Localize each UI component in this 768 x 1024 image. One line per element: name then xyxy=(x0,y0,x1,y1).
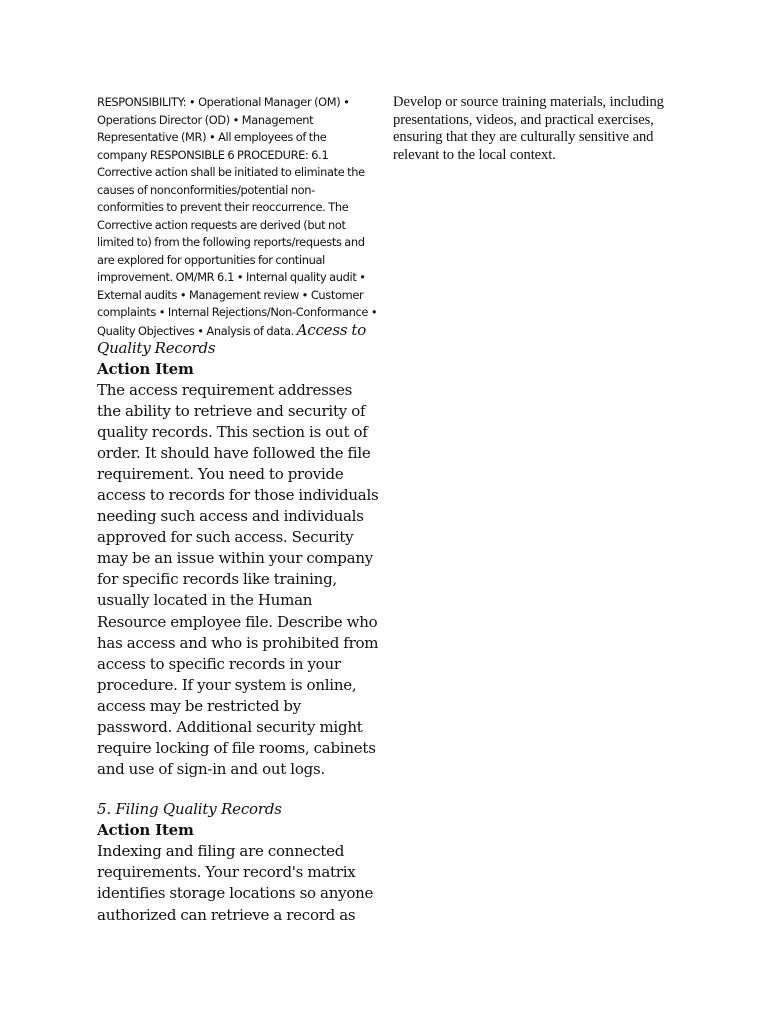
training-materials-paragraph: Develop or source training materials, including presentations, videos, and practical exercises, ensuring that they are culturally sensitive and relevant to the local context. xyxy=(393,94,664,164)
access-action-item-label: Action Item xyxy=(97,359,194,378)
right-column xyxy=(393,94,683,165)
access-records-heading: Access to Quality Records xyxy=(97,320,367,357)
left-column xyxy=(97,94,379,926)
responsibility-procedure-text: RESPONSIBILITY: • Operational Manager (OM) • Operations Director (OD) • Management Representative (MR) • All employees of the company RESPONSIBLE 6 PROCEDURE: 6.1 Corrective action shall be initiated to eliminate the causes of nonconformities/potential non-conformities to prevent their reoccurrence. The Corrective action requests are derived (but not limited to) from the following reports/requests and are explored for opportunities for continual improvement. OM/MR 6.1 • Internal quality audit • External audits • Management review • Customer complaints • Internal Rejections/Non-Conformance • Quality Objectives • Analysis of data. xyxy=(97,95,378,338)
filing-action-item-label: Action Item xyxy=(97,821,194,840)
responsibility-procedure-paragraph xyxy=(97,94,379,359)
access-requirement-paragraph: The access requirement addresses the ability to retrieve and security of quality records. This section is out of order. It should have followed the file requirement. You need to provide access to records for those individuals needing such access and individuals approved for such access. Security may be an issue within your company for specific records like training, usually located in the Human Resource employee file. Describe who has access and who is prohibited from access to specific records in your procedure. If your system is online, access may be restricted by password. Additional security might require locking of file rooms, cabinets and use of sign-in and out logs. xyxy=(97,380,379,779)
filing-records-heading: 5. Filing Quality Records xyxy=(97,800,282,819)
filing-requirement-paragraph: Indexing and filing are connected requirements. Your record's matrix identifies storage locations so anyone authorized can retrieve a record as xyxy=(97,842,374,924)
